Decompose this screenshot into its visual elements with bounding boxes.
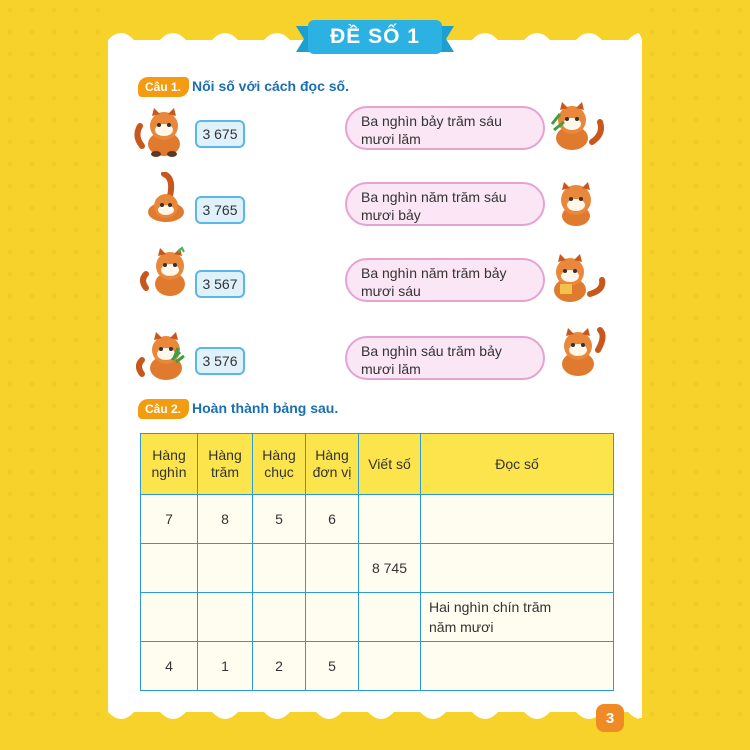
table-cell[interactable]: 8 [198,495,253,544]
table-cell[interactable]: 6 [306,495,359,544]
red-panda-icon [136,330,194,382]
table-row [141,544,614,593]
frame-left [0,0,108,750]
number-box[interactable]: 3 675 [195,120,245,148]
table-cell[interactable] [198,593,253,642]
table-cell[interactable]: 1 [198,642,253,691]
red-panda-icon [140,172,192,224]
table-cell[interactable] [141,593,198,642]
reading-line: mươi bảy [361,207,421,223]
table-header-row [141,434,614,495]
table-cell[interactable] [421,495,614,544]
table-cell[interactable] [253,544,306,593]
table-cell[interactable] [306,544,359,593]
table-cell[interactable] [141,544,198,593]
reading-line: mươi sáu [361,283,421,299]
table-cell[interactable]: 5 [253,495,306,544]
table-row [141,642,614,691]
table-cell[interactable] [421,642,614,691]
table-row [141,593,614,642]
table-cell[interactable]: 2 [253,642,306,691]
number-reading-box[interactable] [345,106,545,150]
column-header: Viết số [359,434,421,495]
question-1-instruction: Nối số với cách đọc số. [192,78,349,94]
question-1-label: Câu 1. [138,77,189,97]
title-banner [296,20,454,56]
red-panda-icon [546,252,606,304]
reading-line: Ba nghìn bảy trăm sáu [361,113,502,129]
column-header: Hàng trăm [198,434,253,495]
red-panda-icon [552,180,600,228]
column-header: Hàng nghìn [141,434,198,495]
table-cell[interactable] [421,544,614,593]
page-number: 3 [596,704,624,732]
reading-line: Hai nghìn chín trăm [429,599,552,615]
reading-line: Ba nghìn sáu trăm bảy [361,343,502,359]
table-row [141,495,614,544]
table-cell[interactable]: 4 [141,642,198,691]
table-cell[interactable] [253,593,306,642]
red-panda-icon [554,326,614,378]
table-cell[interactable] [198,544,253,593]
frame-right [642,0,750,750]
reading-line: Ba nghìn năm trăm sáu [361,189,507,205]
table-cell[interactable]: 5 [306,642,359,691]
reading-line: mươi lăm [361,361,421,377]
page-title: ĐỀ SỐ 1 [308,20,442,54]
question-2-label: Câu 2. [138,399,189,419]
red-panda-icon [134,106,192,158]
number-box[interactable]: 3 576 [195,347,245,375]
table-cell[interactable] [359,495,421,544]
column-header: Hàng đơn vị [306,434,359,495]
bottom-wave-border [108,712,642,726]
reading-line: mươi lăm [361,131,421,147]
table-cell[interactable] [359,642,421,691]
column-header: Đọc số [421,434,614,495]
number-reading-box[interactable] [345,258,545,302]
red-panda-icon [138,246,196,298]
number-reading-box[interactable] [345,336,545,380]
question-2-instruction: Hoàn thành bảng sau. [192,400,339,416]
table-cell[interactable] [306,593,359,642]
reading-line: Ba nghìn năm trăm bảy [361,265,507,281]
number-reading-box[interactable] [345,182,545,226]
red-panda-icon [546,100,606,152]
table-cell[interactable] [421,593,614,642]
table-cell[interactable]: 8 745 [359,544,421,593]
table-cell[interactable] [359,593,421,642]
reading-line: năm mươi [429,619,494,635]
place-value-table [140,433,614,691]
column-header: Hàng chục [253,434,306,495]
number-box[interactable]: 3 765 [195,196,245,224]
table-cell[interactable]: 7 [141,495,198,544]
number-box[interactable]: 3 567 [195,270,245,298]
